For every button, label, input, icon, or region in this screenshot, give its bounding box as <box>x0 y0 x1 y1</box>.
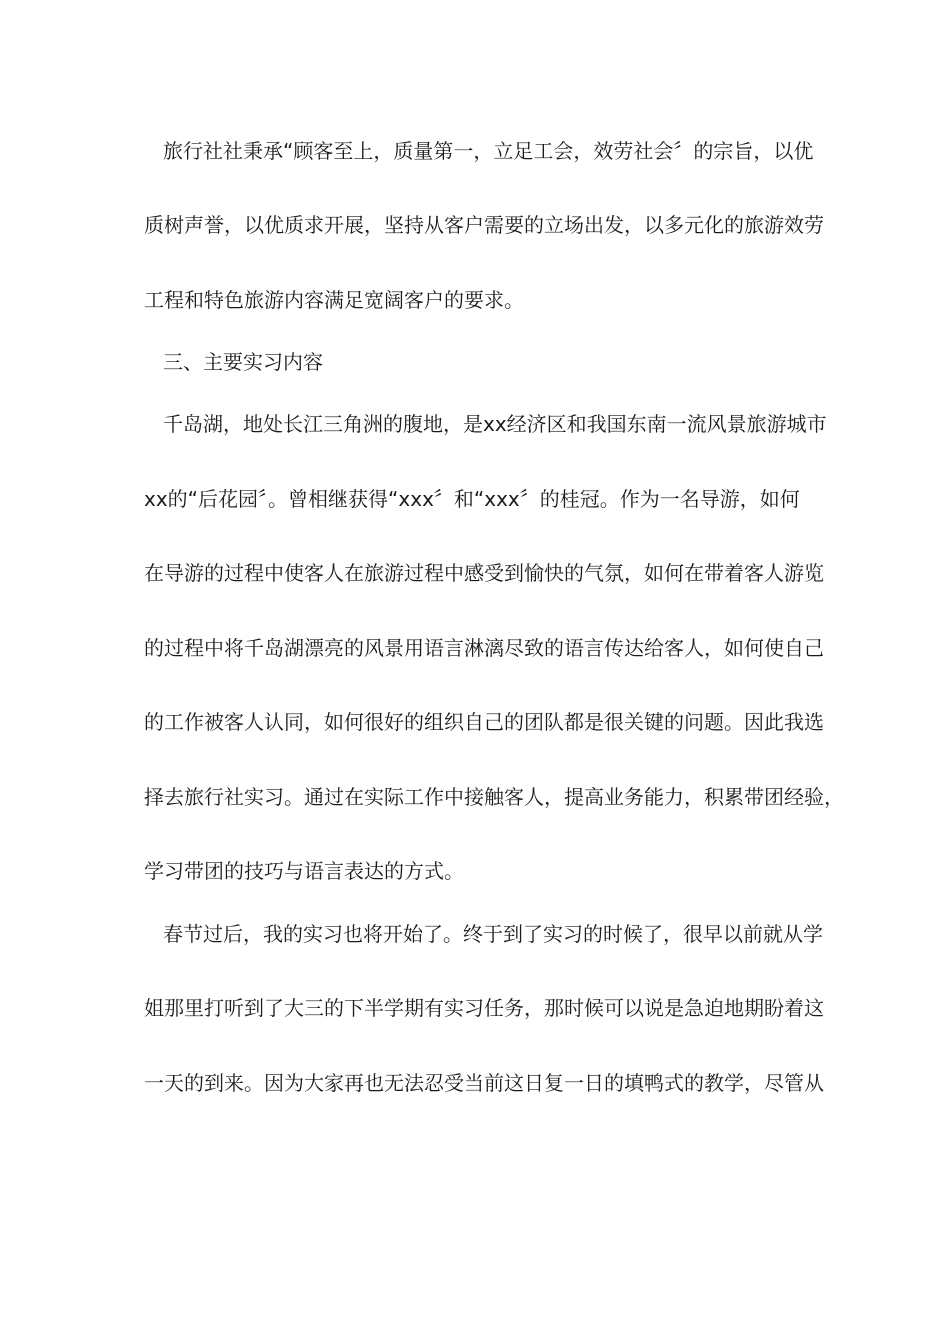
paragraph-2-line-7: 学习带团的技巧与语言表达的方式。 <box>144 859 464 883</box>
paragraph-3-line-1: 春节过后，我的实习也将开始了。终于到了实习的时候了，很早以前就从学 <box>163 922 823 946</box>
paragraph-2-line-4: 的过程中将千岛湖漂亮的风景用语言淋漓尽致的语言传达给客人，如何使自己 <box>144 636 824 660</box>
paragraph-1-line-1: 旅行社社秉承“顾客至上，质量第一，立足工会，效劳社会〞的宗旨，以优 <box>163 139 814 163</box>
paragraph-3-line-2: 姐那里打听到了大三的下半学期有实习任务，那时候可以说是急迫地期盼着这 <box>144 996 824 1020</box>
paragraph-1-line-3: 工程和特色旅游内容满足宽阔客户的要求。 <box>144 288 524 312</box>
paragraph-2-line-3: 在导游的过程中使客人在旅游过程中感受到愉快的气氛，如何在带着客人游览 <box>144 561 824 585</box>
paragraph-2-line-1: 千岛湖，地处长江三角洲的腹地，是xx经济区和我国东南一流风景旅游城市 <box>163 412 827 436</box>
paragraph-2-line-2: xx的“后花园〞。曾相继获得“xxx〞和“xxx〞的桂冠。作为一名导游，如何 <box>144 487 800 511</box>
section-heading: 三、主要实习内容 <box>163 350 323 374</box>
paragraph-2-line-6: 择去旅行社实习。通过在实际工作中接触客人，提高业务能力，积累带团经验， <box>144 785 844 809</box>
paragraph-3-line-3: 一天的到来。因为大家再也无法忍受当前这日复一日的填鸭式的教学，尽管从 <box>144 1071 824 1095</box>
paragraph-2-line-5: 的工作被客人认同，如何很好的组织自己的团队都是很关键的问题。因此我选 <box>144 710 824 734</box>
paragraph-1-line-2: 质树声誉，以优质求开展，坚持从客户需要的立场出发，以多元化的旅游效劳 <box>144 213 824 237</box>
